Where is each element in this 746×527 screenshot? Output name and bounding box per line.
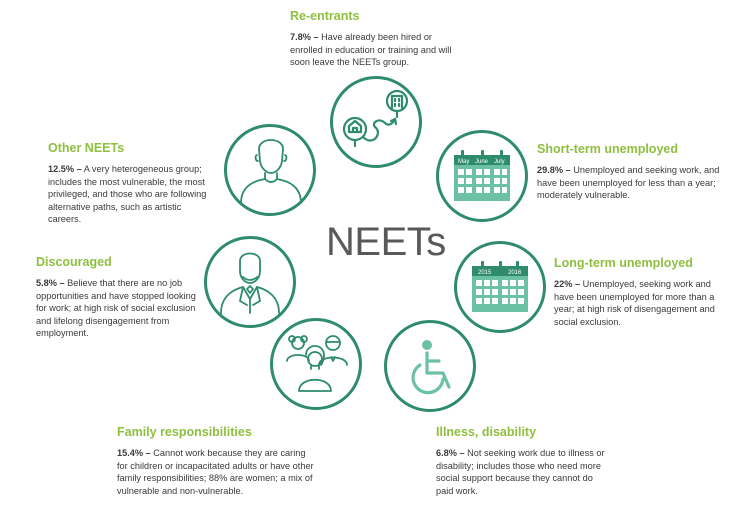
house-to-building-path-icon [333,79,419,165]
discouraged-text: Believe that there are no job opportunities and have stopped looking for work; at high risk of social exclusion and lifelong disengagement from employment. [36,278,196,339]
reentrants-text: Have already been hired or enrolled in education or training and will soon leave the NEETs group. [290,32,452,68]
discouraged-description [36,277,206,340]
illness-block [436,425,611,497]
long-term-text: Unemployed, seeking work and have been unemployed for more than a year; at high risk of disengagement and social exclusion. [554,279,715,327]
short-term-description [537,164,727,202]
family-block [117,425,317,497]
year-2015: 2015 [478,270,492,276]
family-text: Cannot work because they are caring for children or incapacitated adults or have other family responsibilities; 88% are women; a mix of vulnerable and non-vulnerable. [117,448,314,496]
month-july: July [494,159,505,165]
long-term-percent: 22% – [554,279,581,289]
person-outline-icon [227,127,313,213]
long-term-title: Long-term unemployed [554,256,693,270]
family-description [117,447,317,497]
discouraged-title: Discouraged [36,255,112,269]
discouraged-percent: 5.8% – [36,278,65,288]
center-title: NEETs [326,220,446,264]
short-term-ring [436,130,528,222]
illness-ring [384,320,476,412]
discouraged-ring [204,236,296,328]
other-description [48,163,213,226]
family-title: Family responsibilities [117,425,252,439]
long-term-description [554,278,730,328]
month-may: May [458,159,470,165]
other-ring [224,124,316,216]
wheelchair-icon [387,323,473,409]
illness-title: Illness, disability [436,425,537,439]
reentrants-ring [330,76,422,168]
other-percent: 12.5% – [48,164,82,174]
calendar-icon [439,133,525,219]
calendar-years-icon [457,244,543,330]
short-term-percent: 29.8% – [537,165,571,175]
discouraged-block [36,255,206,340]
reentrants-block [290,9,460,69]
family-ring [270,318,362,410]
long-term-block [554,256,730,328]
other-block [48,141,213,226]
month-june: June [475,159,489,165]
family-icon [273,321,359,407]
long-term-ring [454,241,546,333]
reentrants-title: Re-entrants [290,9,360,23]
illness-description [436,447,611,497]
family-percent: 15.4% – [117,448,151,458]
reentrants-description [290,31,460,69]
short-term-block [537,142,727,202]
short-term-title: Short-term unemployed [537,142,678,156]
man-in-suit-icon [207,239,293,325]
illness-percent: 6.8% – [436,448,465,458]
illness-text: Not seeking work due to illness or disability; includes those who need more social support because they cannot do paid work. [436,448,605,496]
other-text: A very heterogeneous group; includes the most vulnerable, the most privileged, and those who are following alternative paths, such as artistic careers. [48,164,207,225]
reentrants-percent: 7.8% – [290,32,319,42]
year-2016: 2016 [508,270,522,276]
other-title: Other NEETs [48,141,125,155]
short-term-text: Unemployed and seeking work, and have been unemployed for less than a year; moderately vulnerable. [537,165,720,201]
